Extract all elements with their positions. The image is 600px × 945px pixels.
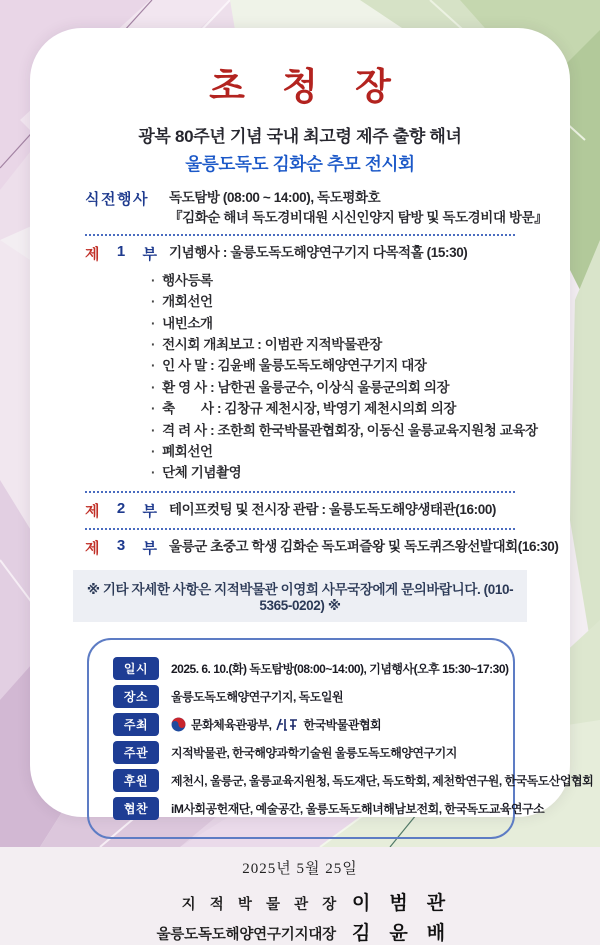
bullet-dot-icon: · xyxy=(151,294,156,310)
detail-badge: 주최 xyxy=(113,713,159,736)
detail-text: 제천시, 울릉군, 울릉교육지원청, 독도재단, 독도학회, 제천학연구원, 한국독도산업협회 xyxy=(171,773,594,788)
program-line: 독도탐방 (08:00 ~ 14:00), 독도평화호 xyxy=(169,190,381,205)
label-segment: 제 xyxy=(85,539,100,557)
program-section xyxy=(85,500,515,521)
program-bullet-item xyxy=(151,462,538,483)
bullet-dot-icon: · xyxy=(151,443,156,459)
program-bullet-item xyxy=(151,398,538,419)
program-bullet-item xyxy=(151,377,538,398)
bullet-dot-icon: · xyxy=(151,358,156,374)
program-bullet-item xyxy=(151,313,538,334)
detail-row xyxy=(113,657,509,680)
program-section xyxy=(85,243,538,484)
program-section-label xyxy=(85,188,157,227)
bullet-dot-icon: · xyxy=(151,315,156,331)
bullet-text: 인 사 말 : 김윤배 울릉도독도해양연구기지 대장 xyxy=(162,358,427,374)
program-bullet-list xyxy=(151,270,538,484)
detail-row xyxy=(113,797,545,820)
bullet-dot-icon: · xyxy=(151,422,156,438)
signature-role: 지 적 박 물 관 장 xyxy=(181,896,336,913)
detail-row xyxy=(113,741,501,764)
signature-line xyxy=(85,888,515,915)
program-section-label xyxy=(85,243,157,484)
detail-text: 2025. 6. 10.(화) 독도탐방(08:00~14:00), 기념행사(오후 15:30~17:30) xyxy=(171,661,509,676)
program-section-body xyxy=(151,243,538,484)
detail-badge: 후원 xyxy=(113,769,159,792)
detail-text: iM사회공헌재단, 예술공간, 울릉도독도해녀해남보전회, 한국독도교육연구소 xyxy=(171,801,545,816)
detail-badge: 장소 xyxy=(113,685,159,708)
label-segment: 제 xyxy=(85,502,100,520)
signature-block xyxy=(85,888,515,945)
notice-banner: ※ 기타 자세한 사항은 지적박물관 이영희 사무국장에게 문의바랍니다. (010-5365-0202) ※ xyxy=(73,570,527,622)
section-divider xyxy=(85,491,515,493)
detail-badge: 협찬 xyxy=(113,797,159,820)
mcst-taegeuk-icon xyxy=(171,717,186,732)
page-title: 초 청 장 xyxy=(209,67,405,108)
label-segment: 부 xyxy=(142,539,157,557)
bullet-text: 격 려 사 : 조한희 한국박물관협회장, 이동신 울릉교육지원청 교육장 xyxy=(162,422,538,438)
detail-row xyxy=(113,769,594,792)
detail-text: 지적박물관, 한국해양과학기술원 울릉도독도해양연구기지 xyxy=(171,745,457,760)
bullet-text: 전시회 개최보고 : 이범관 지적박물관장 xyxy=(162,336,382,352)
program-section-body xyxy=(169,500,515,521)
bullet-dot-icon: · xyxy=(151,401,156,417)
detail-badge: 주관 xyxy=(113,741,159,764)
bullet-dot-icon: · xyxy=(151,272,156,288)
program-line: 테이프컷팅 및 전시장 관람 : 울릉도독도해양생태관(16:00) xyxy=(169,501,497,517)
program-bullet-item xyxy=(151,355,538,376)
program-section xyxy=(85,536,559,558)
program-bullet-item xyxy=(151,441,538,462)
program-line: 울릉군 초중고 학생 김화순 독도퍼즐왕 및 독도퀴즈왕선발대회(16:30) xyxy=(169,538,559,554)
program-section-body xyxy=(169,188,547,227)
label-segment: 3 xyxy=(116,536,126,554)
signature-name: 김 윤 배 xyxy=(352,922,446,944)
program-line: 『김화순 해녀 독도경비대원 시신인양지 탐방 및 독도경비대 방문』 xyxy=(169,209,548,225)
signature-line xyxy=(85,918,515,945)
program-section-body xyxy=(169,537,559,558)
program-bullet-item xyxy=(151,270,538,291)
signature-name: 이 범 관 xyxy=(352,892,446,914)
program-bullet-item xyxy=(151,291,538,312)
issued-date: 2025년 5월 25일 xyxy=(242,860,358,877)
detail-row xyxy=(113,713,501,736)
label-segment: 제 xyxy=(85,246,100,264)
bullet-text: 개회선언 xyxy=(162,294,213,310)
program-bullet-item xyxy=(151,420,538,441)
program-section-label xyxy=(85,537,157,558)
subtitle-highlight: 울릉도독도 김화순 추모 전시회 xyxy=(185,154,415,174)
bullet-dot-icon: · xyxy=(151,465,156,481)
invitation-card xyxy=(30,28,594,944)
museum-association-logo-icon xyxy=(276,718,298,731)
label-segment: 부 xyxy=(142,246,157,264)
bullet-text: 폐회선언 xyxy=(162,443,213,459)
signature-role: 울릉도독도해양연구기지대장 xyxy=(156,926,336,943)
detail-badge: 일시 xyxy=(113,657,159,680)
detail-part-text: 한국박물관협회 xyxy=(303,717,382,732)
program-list xyxy=(85,188,559,558)
subtitle: 광복 80주년 기념 국내 최고령 제주 출향 해녀 xyxy=(138,127,462,146)
program-section xyxy=(85,188,548,227)
detail-text: 울릉도독도해양연구기지, 독도일원 xyxy=(171,689,344,704)
detail-part-text: 문화체육관광부, xyxy=(191,717,272,732)
label-segment: 1 xyxy=(116,243,126,261)
detail-text xyxy=(171,716,381,733)
bullet-text: 환 영 사 : 남한권 울릉군수, 이상식 울릉군의회 의장 xyxy=(162,379,450,395)
bullet-text: 행사등록 xyxy=(162,272,213,288)
bullet-text: 축 사 : 김창규 제천시장, 박영기 제천시의회 의장 xyxy=(162,401,457,417)
label-segment: 식전행사 xyxy=(85,191,149,208)
section-divider xyxy=(85,234,515,236)
label-segment: 2 xyxy=(116,499,126,517)
program-line: 기념행사 : 울릉도독도해양연구기지 다목적홀 (15:30) xyxy=(169,245,468,261)
bullet-dot-icon: · xyxy=(151,379,156,395)
section-divider xyxy=(85,528,515,530)
bullet-dot-icon: · xyxy=(151,336,156,352)
event-details-box xyxy=(87,638,594,839)
label-segment: 부 xyxy=(142,502,157,520)
program-section-label xyxy=(85,500,157,521)
bullet-text: 단체 기념촬영 xyxy=(162,465,242,481)
program-bullet-item xyxy=(151,334,538,355)
detail-row xyxy=(113,685,501,708)
bullet-text: 내빈소개 xyxy=(162,315,213,331)
